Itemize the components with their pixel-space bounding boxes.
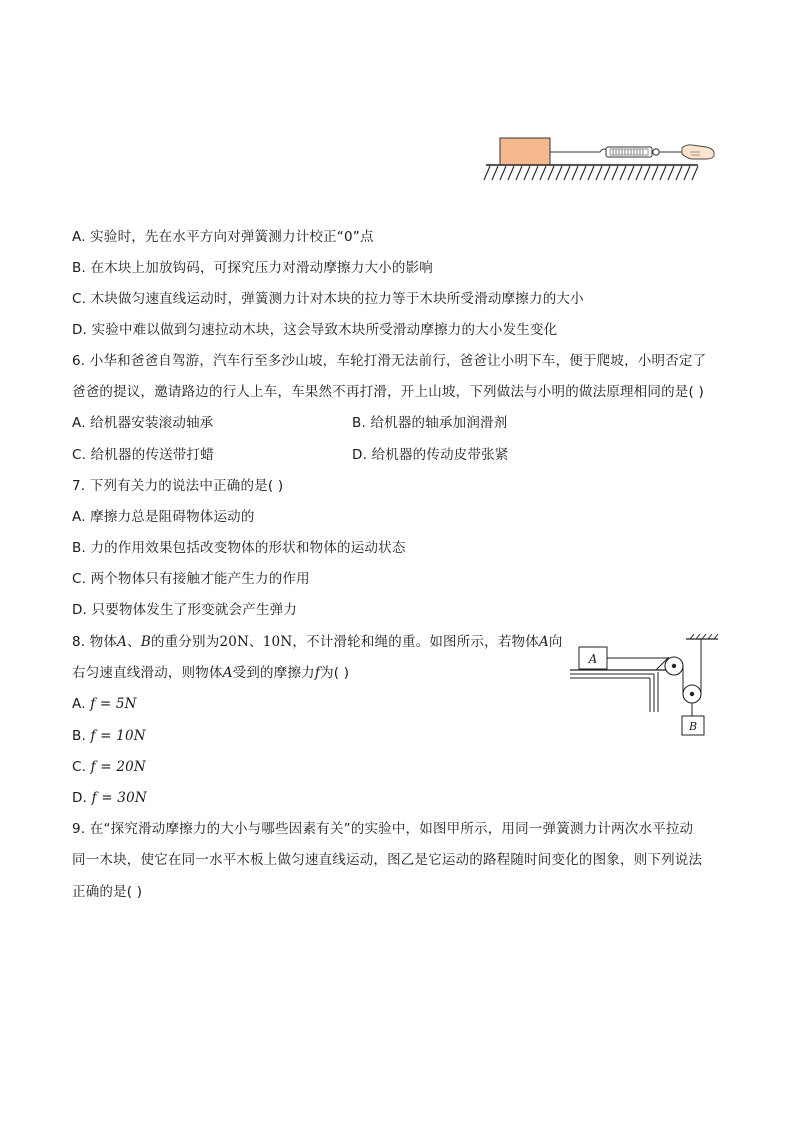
q6-stem-line1: 6. 小华和爸爸自驾游，汽车行至多沙山坡，车轮打滑无法前行，爸爸让小明下车，便于爬坡，小明否定了 xyxy=(72,353,707,369)
ground-hatching xyxy=(484,166,698,180)
spring-scale-figure xyxy=(484,134,724,184)
wooden-block xyxy=(500,138,550,165)
pulley-figure xyxy=(570,634,720,738)
q9-stem-line2: 同一木块，使它在同一水平木板上做匀速直线运动，图乙是它运动的路程随时间变化的图象，则下列说法 xyxy=(72,852,703,868)
q7-option-c: C. 两个物体只有接触才能产生力的作用 xyxy=(72,571,310,587)
q8-option-c: C. f = 20N xyxy=(72,759,146,775)
q5-option-a: A. 实验时，先在水平方向对弹簧测力计校正“0”点 xyxy=(72,229,374,245)
q8-option-a: A. f = 5N xyxy=(72,696,137,712)
q5-option-d: D. 实验中难以做到匀速拉动木块，这会导致木块所受滑动摩擦力的大小发生变化 xyxy=(72,322,558,338)
q5-option-b: B. 在木块上加放钩码，可探究压力对滑动摩擦力大小的影响 xyxy=(72,260,433,276)
ceiling-hatching xyxy=(690,634,718,639)
q8-option-d: D. f = 30N xyxy=(72,790,147,806)
q9-stem-line3: 正确的是( ) xyxy=(72,884,143,900)
q6-option-a: A. 给机器安装滚动轴承 xyxy=(72,415,214,431)
q8-stem-line1: 8. 物体A、B的重分别为20N、10N，不计滑轮和绳的重。如图所示，若物体A向 xyxy=(72,634,563,650)
q9-stem-line1: 9. 在“探究滑动摩擦力的大小与哪些因素有关”的实验中，如图甲所示，用同一弹簧测力计两次水平拉动 xyxy=(72,821,694,837)
q6-option-b: B. 给机器的轴承加润滑剂 xyxy=(352,415,508,431)
q7-stem: 7. 下列有关力的说法中正确的是( ) xyxy=(72,478,284,494)
q7-option-b: B. 力的作用效果包括改变物体的形状和物体的运动状态 xyxy=(72,540,406,556)
q8-stem-line2: 右匀速直线滑动，则物体A受到的摩擦力f为( ) xyxy=(72,665,350,681)
q6-option-d: D. 给机器的传动皮带张紧 xyxy=(352,447,509,463)
block-b-label: B xyxy=(688,720,698,733)
q8-option-b: B. f = 10N xyxy=(72,728,146,744)
q6-stem-line2: 爸爸的提议，邀请路边的行人上车，车果然不再打滑，开上山坡，下列做法与小明的做法原理相同的是( ) xyxy=(72,384,704,400)
q5-option-c: C. 木块做匀速直线运动时，弹簧测力计对木块的拉力等于木块所受滑动摩擦力的大小 xyxy=(72,291,584,307)
q7-option-d: D. 只要物体发生了形变就会产生弹力 xyxy=(72,602,298,618)
fixed-pulley-axle xyxy=(672,664,676,668)
movable-pulley-axle xyxy=(690,692,694,696)
q7-option-a: A. 摩擦力总是阻碍物体运动的 xyxy=(72,509,255,525)
spring-scale-icon xyxy=(606,147,659,157)
hand-icon xyxy=(682,145,714,159)
q6-option-c: C. 给机器的传送带打蜡 xyxy=(72,447,214,463)
block-a-label: A xyxy=(588,652,598,666)
